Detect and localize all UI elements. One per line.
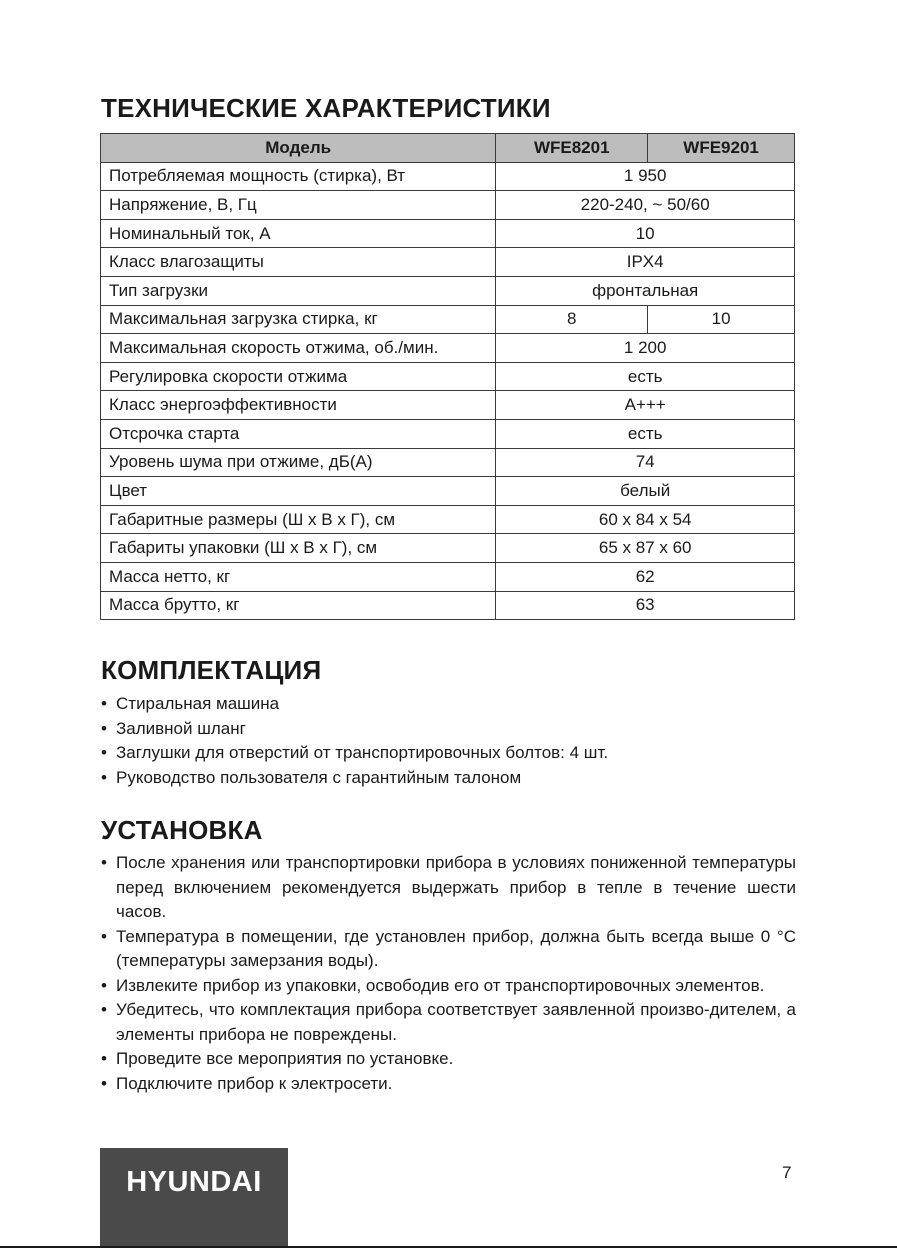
table-row: [101, 562, 795, 591]
spec-value: 1 200: [496, 334, 795, 363]
spec-value: есть: [496, 419, 795, 448]
table-row: [101, 448, 795, 477]
spec-param: Класс энергоэффективности: [101, 391, 496, 420]
list-item: • Заглушки для отверстий от транспортировочных болтов: 4 шт.: [101, 741, 796, 766]
list-item: • Температура в помещении, где установлен прибор, должна быть всегда выше 0 °С (температуры замерзания воды).: [101, 925, 796, 974]
list-item: • Убедитесь, что комплектация прибора соответствует заявленной произво-дителем, а элементы прибора не повреждены.: [101, 998, 796, 1047]
brand-logo-text: HYUNDAI: [126, 1166, 262, 1198]
kit-title: КОМПЛЕКТАЦИЯ: [101, 655, 322, 685]
list-item: • Проведите все мероприятия по установке.: [101, 1047, 796, 1072]
spec-value: фронтальная: [496, 276, 795, 305]
spec-param: Регулировка скорости отжима: [101, 362, 496, 391]
specs-header-row: [101, 134, 795, 163]
table-row: [101, 162, 795, 191]
kit-list: [101, 692, 796, 790]
list-item: • Заливной шланг: [101, 717, 796, 742]
table-row: [101, 505, 795, 534]
specs-title: ТЕХНИЧЕСКИЕ ХАРАКТЕРИСТИКИ: [101, 93, 551, 123]
spec-value: 62: [496, 562, 795, 591]
spec-value: 65 x 87 x 60: [496, 534, 795, 563]
table-row: [101, 419, 795, 448]
spec-param: Габаритные размеры (Ш x В x Г), см: [101, 505, 496, 534]
spec-value: 1 950: [496, 162, 795, 191]
spec-value: 63: [496, 591, 795, 620]
spec-value: IPX4: [496, 248, 795, 277]
install-title: УСТАНОВКА: [101, 815, 263, 845]
spec-value-model-1: 8: [496, 305, 648, 334]
table-row: [101, 591, 795, 620]
specs-table: [100, 133, 795, 620]
table-row: [101, 276, 795, 305]
spec-value: 60 x 84 x 54: [496, 505, 795, 534]
spec-param: Цвет: [101, 477, 496, 506]
brand-logo: [100, 1148, 288, 1248]
spec-value: белый: [496, 477, 795, 506]
spec-value: A+++: [496, 391, 795, 420]
list-item: • Стиральная машина: [101, 692, 796, 717]
spec-param: Масса брутто, кг: [101, 591, 496, 620]
spec-value: 10: [496, 219, 795, 248]
spec-param: Максимальная скорость отжима, об./мин.: [101, 334, 496, 363]
spec-param: Номинальный ток, А: [101, 219, 496, 248]
table-row: [101, 334, 795, 363]
list-item: • После хранения или транспортировки прибора в условиях пониженной температуры перед включением рекомендуется выдержать прибор в тепле в течение шести часов.: [101, 851, 796, 925]
spec-param: Класс влагозащиты: [101, 248, 496, 277]
spec-param: Уровень шума при отжиме, дБ(А): [101, 448, 496, 477]
list-item: • Извлеките прибор из упаковки, освободив его от транспортировочных элементов.: [101, 974, 796, 999]
list-item: • Руководство пользователя с гарантийным талоном: [101, 766, 796, 791]
table-row: [101, 248, 795, 277]
spec-value-model-2: 10: [648, 305, 795, 334]
spec-param: Габариты упаковки (Ш x В x Г), см: [101, 534, 496, 563]
spec-param: Масса нетто, кг: [101, 562, 496, 591]
spec-param: Максимальная загрузка стирка, кг: [101, 305, 496, 334]
spec-param: Напряжение, В, Гц: [101, 191, 496, 220]
table-row: [101, 362, 795, 391]
header-model-2: WFE9201: [648, 134, 795, 163]
spec-param: Отсрочка старта: [101, 419, 496, 448]
header-model-1: WFE8201: [496, 134, 648, 163]
table-row: [101, 191, 795, 220]
table-row: [101, 391, 795, 420]
table-row: [101, 477, 795, 506]
page-number: 7: [782, 1163, 792, 1182]
spec-param: Тип загрузки: [101, 276, 496, 305]
spec-value: 220-240, ~ 50/60: [496, 191, 795, 220]
table-row: [101, 305, 795, 334]
table-row: [101, 534, 795, 563]
header-model-label: Модель: [101, 134, 496, 163]
install-list: [101, 851, 796, 1096]
table-row: [101, 219, 795, 248]
spec-value: есть: [496, 362, 795, 391]
list-item: • Подключите прибор к электросети.: [101, 1072, 796, 1097]
spec-param: Потребляемая мощность (стирка), Вт: [101, 162, 496, 191]
spec-value: 74: [496, 448, 795, 477]
